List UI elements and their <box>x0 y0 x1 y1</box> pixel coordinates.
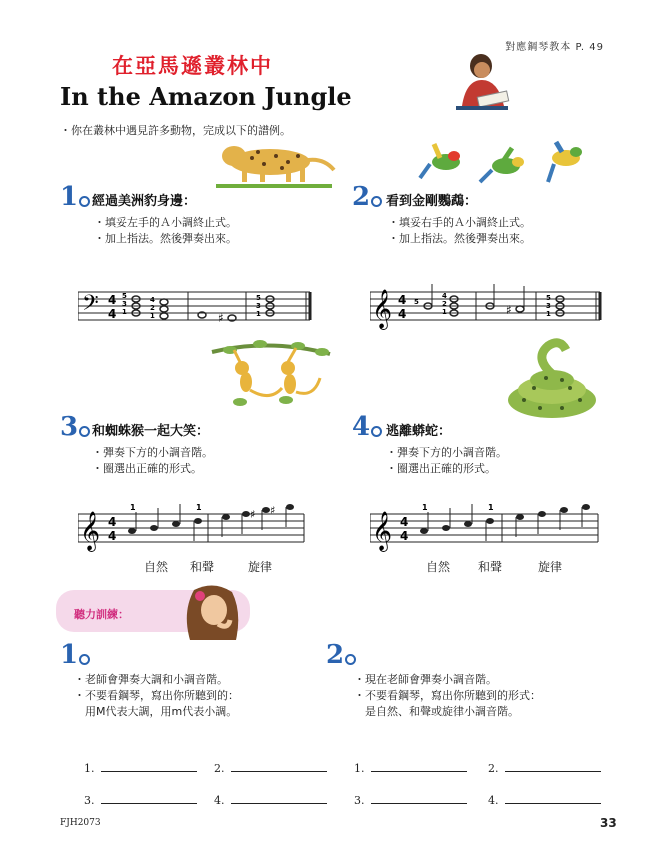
answer-blank-q1-4[interactable]: 4. <box>214 794 327 807</box>
svg-text:4: 4 <box>108 515 117 529</box>
page-title-chinese: 在亞馬遜叢林中 <box>112 54 273 78</box>
scale-notes <box>420 504 590 534</box>
scale-staff-4 <box>370 498 606 552</box>
svg-text:♯: ♯ <box>218 311 224 325</box>
finger-number: 3 <box>256 302 261 310</box>
svg-text:4: 4 <box>108 529 117 543</box>
section-number-4: 4 <box>352 414 382 440</box>
form-option-harmonic[interactable]: 和聲 <box>190 560 215 574</box>
svg-text:♯: ♯ <box>506 303 512 317</box>
section-2-instructions: ・填妥右手的Ａ小調終止式。 ・加上指法。然後彈奏出來。 <box>388 216 531 245</box>
page-number: 33 <box>600 816 617 830</box>
listening-q1-instructions: ・老師會彈奏大調和小調音階。 ・不要看鋼琴，寫出你所聽到的： 用M代表大調，用m代表小調。 <box>74 673 239 718</box>
finger-number: 1 <box>256 310 261 318</box>
answer-blank-q1-2[interactable]: 2. <box>214 762 327 775</box>
finger-number: 3 <box>546 302 551 310</box>
scale-staff-3 <box>78 498 314 552</box>
book-reference: 對應鋼琴教本 P. 49 <box>505 42 604 53</box>
svg-text:𝄞: 𝄞 <box>80 511 101 551</box>
anaconda-illustration <box>504 338 600 422</box>
svg-text:4: 4 <box>398 293 407 307</box>
section-3-title: 和蜘蛛猴一起大笑： <box>92 424 210 439</box>
svg-text:4: 4 <box>108 293 117 307</box>
listening-q2-instructions: ・現在老師會彈奏小調音階。 ・不要看鋼琴，寫出你所聽到的形式： 是自然、和聲或旋律小調音階。 <box>354 673 541 718</box>
listening-number-1: 1 <box>60 642 90 668</box>
answer-blank-q1-1[interactable]: 1. <box>84 762 197 775</box>
page-title-english: In the Amazon Jungle <box>60 82 352 111</box>
finger-number: 5 <box>256 294 261 302</box>
form-option-melodic[interactable]: 旋律 <box>538 560 563 574</box>
jaguar-illustration <box>212 136 338 190</box>
girl-listening-illustration <box>178 582 248 642</box>
finger-number: 1 <box>546 310 551 318</box>
svg-text:4: 4 <box>400 529 409 543</box>
finger-number: 1 <box>488 503 494 512</box>
form-option-natural[interactable]: 自然 <box>426 560 451 574</box>
form-option-natural[interactable]: 自然 <box>144 560 169 574</box>
svg-text:𝄞: 𝄞 <box>372 511 393 551</box>
svg-text:4: 4 <box>400 515 409 529</box>
section-number-3: 3 <box>60 414 90 440</box>
finger-number: 1 <box>442 308 447 316</box>
section-4-title: 逃離蟒蛇： <box>386 424 452 439</box>
section-4-instructions: ・彈奏下方的小調音階。 ・圈選出正確的形式。 <box>386 446 507 475</box>
footer-code: FJH2073 <box>60 818 101 828</box>
answer-blank-q2-1[interactable]: 1. <box>354 762 467 775</box>
boy-reading-illustration <box>448 44 514 110</box>
finger-number: 3 <box>122 300 127 308</box>
section-1-title: 經過美洲豹身邊： <box>92 194 197 209</box>
svg-text:♯: ♯ <box>270 504 276 517</box>
section-3-instructions: ・彈奏下方的小調音階。 ・圈選出正確的形式。 <box>92 446 213 475</box>
svg-text:4: 4 <box>398 307 407 321</box>
section-number-2: 2 <box>352 184 382 210</box>
section-1-instructions: ・填妥左手的Ａ小調終止式。 ・加上指法。然後彈奏出來。 <box>94 216 237 245</box>
finger-number: 5 <box>546 294 551 302</box>
form-option-melodic[interactable]: 旋律 <box>248 560 273 574</box>
finger-number: 2 <box>150 304 155 312</box>
bass-clef-staff <box>78 284 314 330</box>
finger-number: 2 <box>442 300 447 308</box>
intro-text: ・你在叢林中遇見許多動物，完成以下的譜例。 <box>60 124 291 137</box>
treble-clef-staff <box>370 284 604 330</box>
finger-number: 4 <box>442 292 447 300</box>
finger-number: 5 <box>122 292 127 300</box>
form-option-harmonic[interactable]: 和聲 <box>478 560 503 574</box>
spider-monkeys-illustration <box>210 338 334 410</box>
treble-clef-icon: 𝄞 <box>372 289 393 329</box>
answer-blank-q2-2[interactable]: 2. <box>488 762 601 775</box>
finger-number: 1 <box>196 503 202 512</box>
svg-text:♯: ♯ <box>250 508 256 521</box>
finger-number: 1 <box>130 503 136 512</box>
macaws-illustration <box>416 138 602 186</box>
listening-number-2: 2 <box>326 642 356 668</box>
answer-blank-q2-4[interactable]: 4. <box>488 794 601 807</box>
listening-label: 聽力訓練： <box>74 608 129 621</box>
answer-blank-q2-3[interactable]: 3. <box>354 794 467 807</box>
answer-blank-q1-3[interactable]: 3. <box>84 794 197 807</box>
finger-number: 1 <box>150 312 155 320</box>
finger-number: 4 <box>150 296 155 304</box>
finger-number: 1 <box>122 308 127 316</box>
finger-number: 5 <box>414 298 419 306</box>
section-number-1: 1 <box>60 184 90 210</box>
svg-text:4: 4 <box>108 307 117 321</box>
bass-clef-icon: 𝄢 <box>82 291 99 321</box>
finger-number: 1 <box>422 503 428 512</box>
section-2-title: 看到金剛鸚鵡： <box>386 194 478 209</box>
